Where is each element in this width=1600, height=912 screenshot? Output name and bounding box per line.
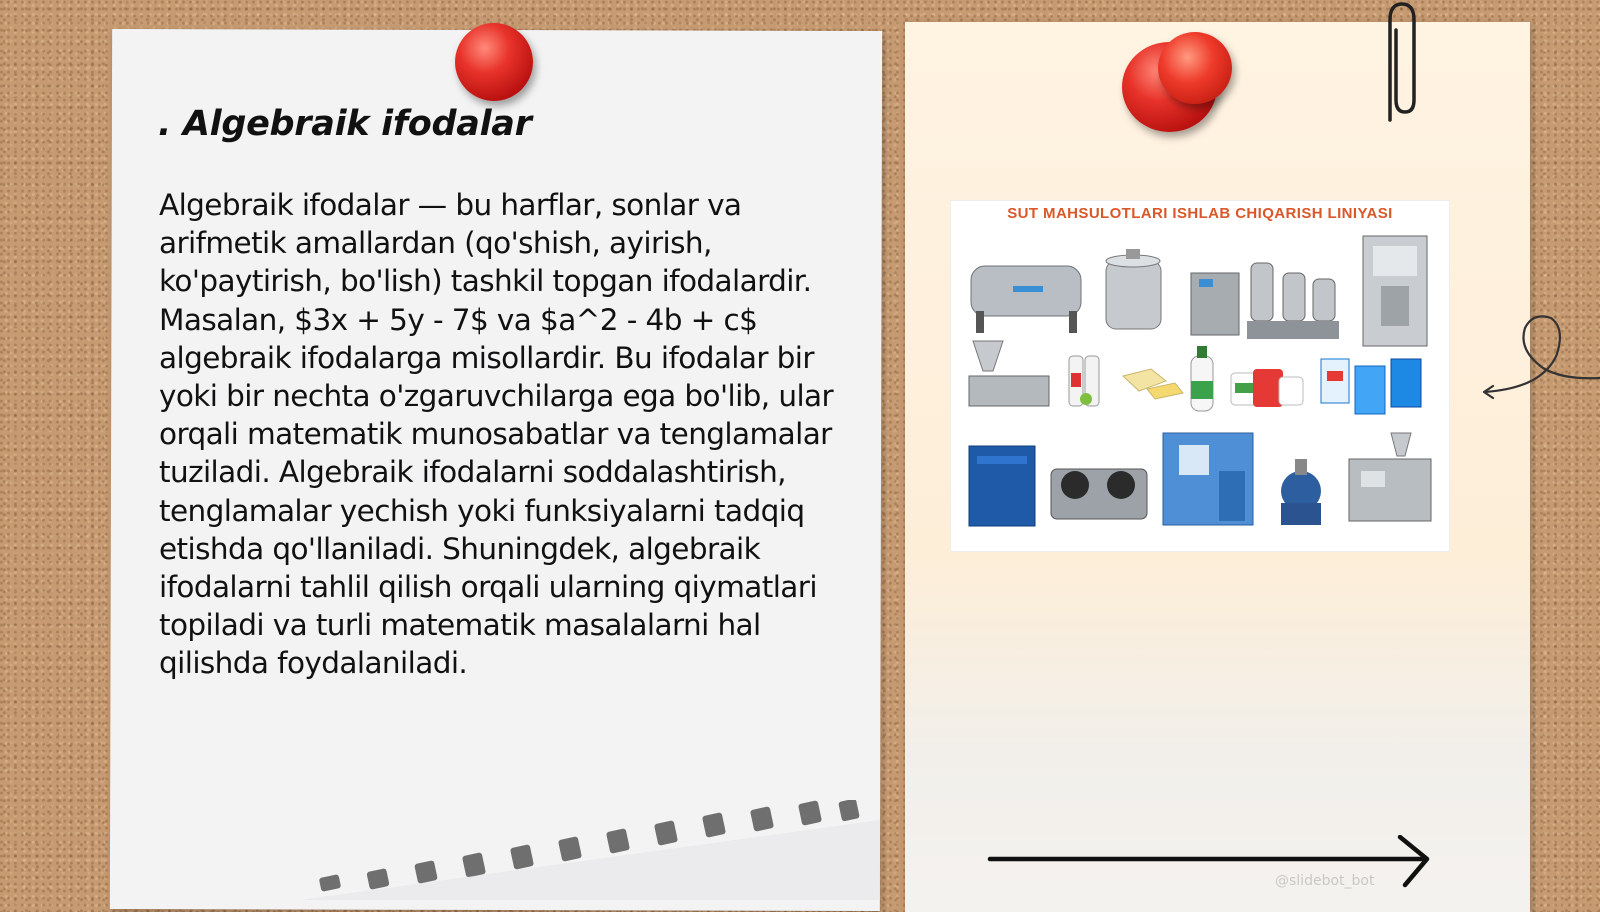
red-pushpin-left bbox=[455, 23, 533, 101]
pasteurizer-machine bbox=[1247, 263, 1339, 339]
machinery-illustration bbox=[951, 201, 1449, 551]
separator-machine bbox=[1281, 459, 1321, 525]
right-arrow-icon bbox=[985, 835, 1445, 895]
vat-machine bbox=[1106, 249, 1161, 329]
cheese-blocks bbox=[1123, 369, 1183, 399]
loop-arrow-doodle bbox=[1483, 310, 1600, 405]
filling-machine bbox=[969, 341, 1049, 406]
milk-packets bbox=[1321, 359, 1421, 414]
compressor-machine bbox=[1051, 469, 1147, 519]
paperclip-icon bbox=[1380, 0, 1420, 125]
cup-filling-machine bbox=[1349, 433, 1431, 521]
packing-machine bbox=[1363, 236, 1427, 346]
torn-spiral-edge bbox=[300, 800, 880, 900]
red-pushpin-right-highlight bbox=[1158, 32, 1232, 104]
tank-machine bbox=[971, 266, 1081, 333]
homogenizer-machine bbox=[1191, 273, 1239, 335]
yogurt-cups bbox=[1231, 369, 1303, 407]
image-caption: SUT MAHSULOTLARI ISHLAB CHIQARISH LINIYASI bbox=[1007, 205, 1393, 222]
dairy-production-line-image bbox=[950, 200, 1450, 552]
slide-title: . Algebraik ifodalar bbox=[158, 104, 532, 144]
watermark-text: @slidebot_bot bbox=[1275, 873, 1375, 889]
slide-body-text: Algebraik ifodalar — bu harflar, sonlar va arifmetik amallardan (qo'shish, ayirish, ko'paytirish, bo'lish) tashkil topgan ifodalardir. Masalan, $3x + 5y - 7$ va $a^2 - 4b + c$ algebraik ifodalarga misollardir. Bu ifodalar bir yoki bir nechta o'zgaruvchilarga ega bo'lib, ular orqali matematik munosabatlar va tenglamalar tuziladi. Algebraik ifodalarni soddalashtirish, tenglamalar yechish yoki funksiyalarni tadqiq etishda qo'llaniladi. Shuningdek, algebraik ifodalarni tahlil qilish orqali ularning qiymatlari topiladi va turli matematik masalalarni hal qilishda foydalaniladi. bbox=[159, 188, 834, 681]
yogurt-bottles bbox=[1069, 356, 1099, 406]
milk-bottle bbox=[1191, 346, 1213, 411]
chiller-unit bbox=[969, 446, 1035, 526]
blowing-machine bbox=[1163, 433, 1253, 525]
